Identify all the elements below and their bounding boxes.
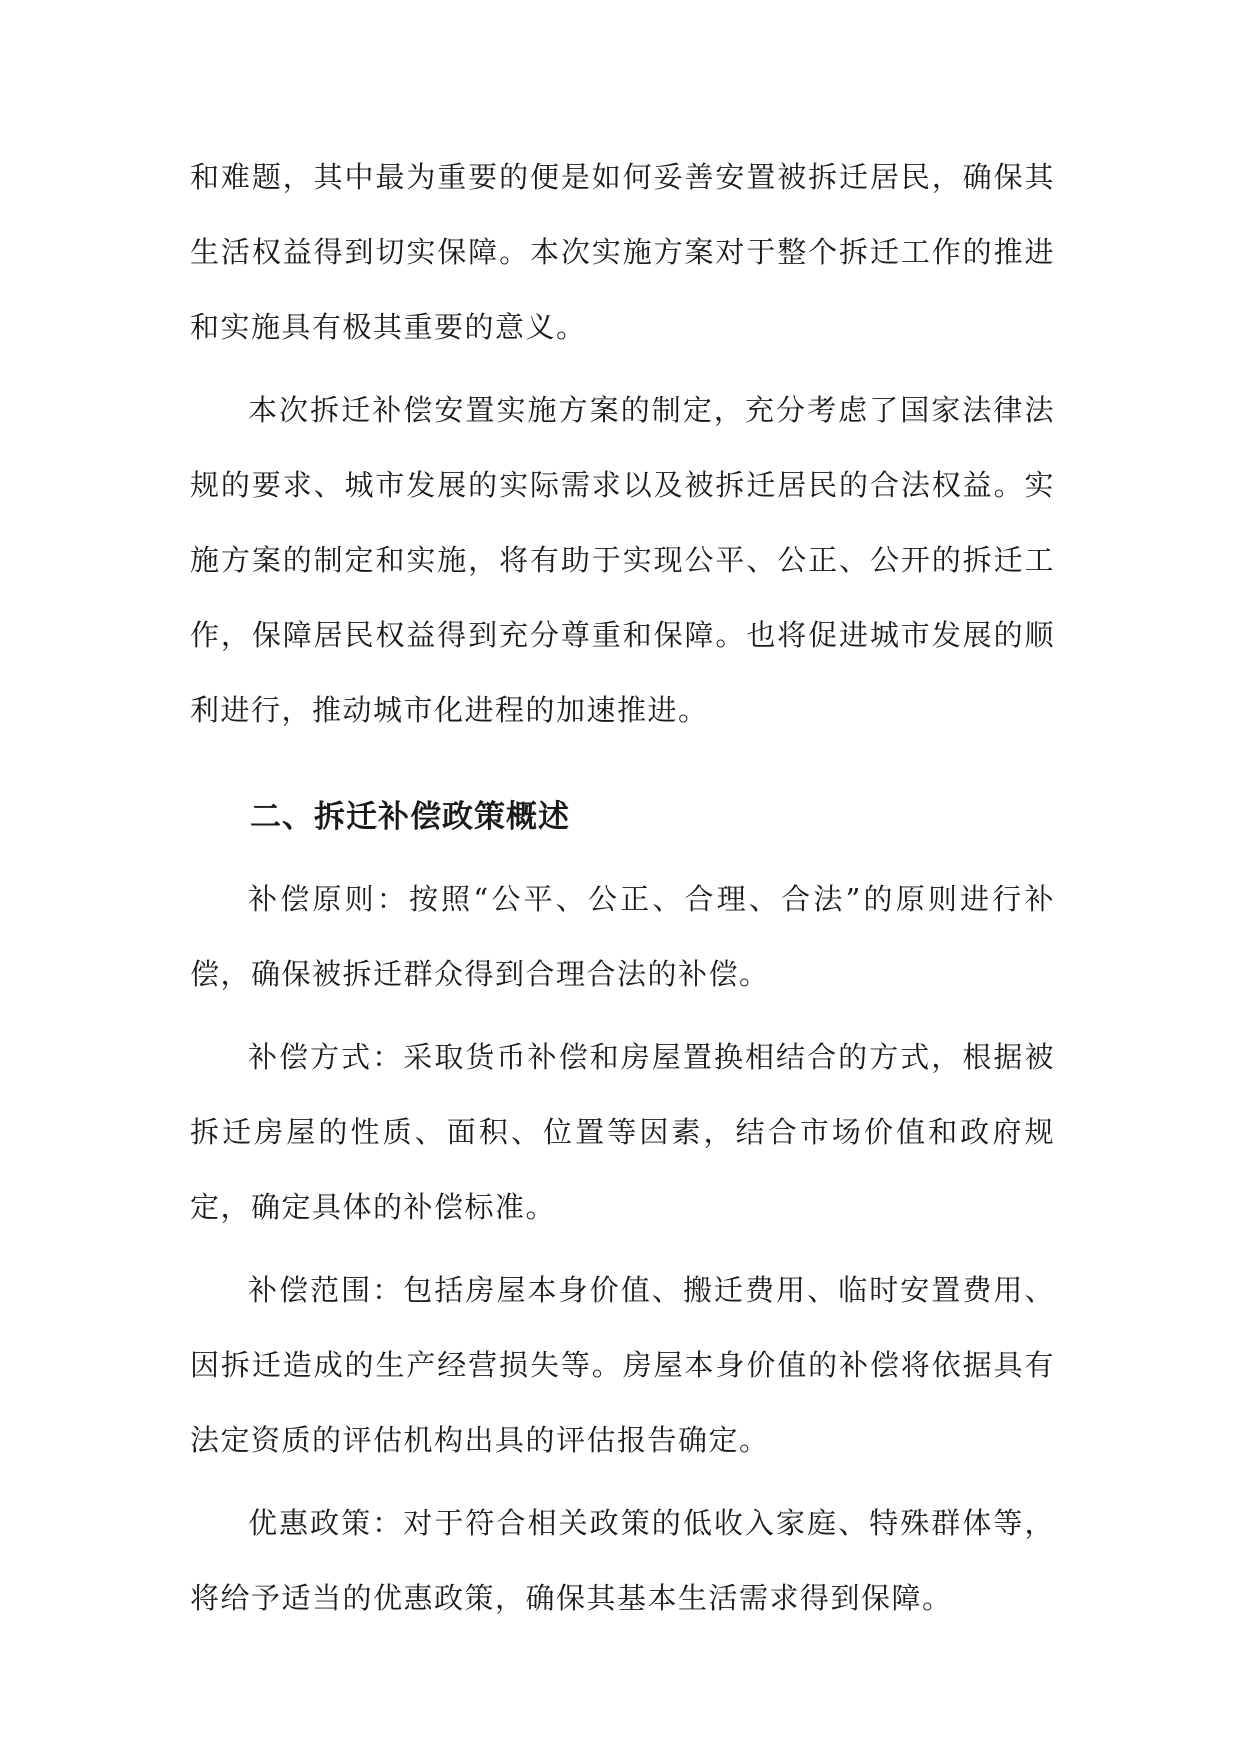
policy-principle-paragraph: 补偿原则：按照“公平、公正、合理、合法”的原则进行补偿，确保被拆迁群众得到合理合法的补偿。 — [190, 882, 1055, 991]
section-heading: 二、拆迁补偿政策概述 — [250, 799, 570, 835]
intro-paragraph: 本次拆迁补偿安置实施方案的制定，充分考虑了国家法律法规的要求、城市发展的实际需求以及被拆迁居民的合法权益。实施方案的制定和实施，将有助于实现公平、公正、公开的拆迁工作，保障居民权益得到充分尊重和保障。也将促进城市发展的顺利进行，推动城市化进程的加速推进。 — [190, 393, 1055, 727]
policy-method-paragraph: 补偿方式：采取货币补偿和房屋置换相结合的方式，根据被拆迁房屋的性质、面积、位置等因素，结合市场价值和政府规定，确定具体的补偿标准。 — [190, 1040, 1055, 1224]
document-body — [190, 140, 1055, 1636]
policy-preferential-paragraph: 优惠政策：对于符合相关政策的低收入家庭、特殊群体等，将给予适当的优惠政策，确保其基本生活需求得到保障。 — [190, 1506, 1055, 1615]
intro-paragraph-continued: 和难题，其中最为重要的便是如何妥善安置被拆迁居民，确保其生活权益得到切实保障。本次实施方案对于整个拆迁工作的推进和实施具有极其重要的意义。 — [190, 160, 1055, 344]
policy-scope-paragraph: 补偿范围：包括房屋本身价值、搬迁费用、临时安置费用、因拆迁造成的生产经营损失等。房屋本身价值的补偿将依据具有法定资质的评估机构出具的评估报告确定。 — [190, 1273, 1055, 1457]
